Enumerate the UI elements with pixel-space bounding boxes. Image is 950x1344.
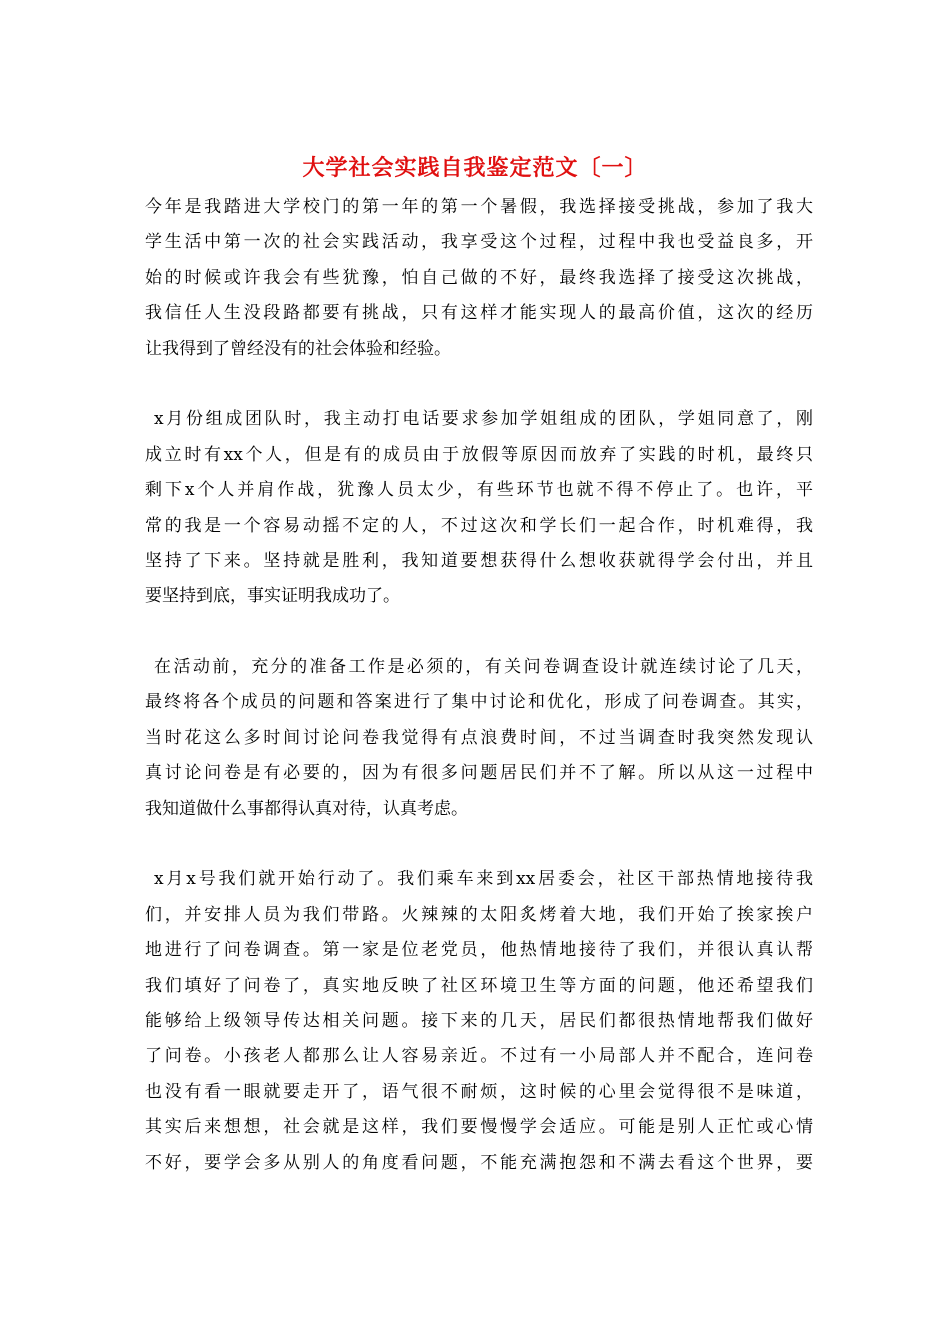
text-line: 让我得到了曾经没有的社会体验和经验。 [145,338,451,359]
text-line: 能够给上级领导传达相关问题。接下来的几天，居民们都很热情地帮我们做好 [145,1010,813,1031]
text-line: 始的时候或许我会有些犹豫，怕自己做的不好，最终我选择了接受这次挑战， [145,267,813,288]
paragraph-gap [145,615,813,650]
text-line: 们，并安排人员为我们带路。火辣辣的太阳炙烤着大地，我们开始了挨家挨户 [145,904,813,925]
text-line: 其实后来想想，社会就是这样，我们要慢慢学会适应。可能是别人正忙或心情 [145,1117,813,1138]
paragraph-3 [145,650,813,827]
document-body [145,190,813,1181]
paragraph-1 [145,190,813,367]
text-line: 成立时有xx个人，但是有的成员由于放假等原因而放弃了实践的时机，最终只 [145,444,813,465]
text-line: 坚持了下来。坚持就是胜利，我知道要想获得什么想收获就得学会付出，并且 [145,550,813,571]
text-line: 也没有看一眼就要走开了，语气很不耐烦，这时候的心里会觉得很不是味道， [145,1081,813,1102]
text-line: 当时花这么多时间讨论问卷我觉得有点浪费时间，不过当调查时我突然发现认 [145,727,813,748]
text-line: 在活动前，充分的准备工作是必须的，有关问卷调查设计就连续讨论了几天， [154,657,813,678]
text-line: 常的我是一个容易动摇不定的人，不过这次和学长们一起合作，时机难得，我 [145,515,813,536]
document-title: 大学社会实践自我鉴定范文〔一〕 [302,155,648,181]
text-line: 地进行了问卷调查。第一家是位老党员，他热情地接待了我们，并很认真认帮 [145,940,813,961]
text-line: 要坚持到底，事实证明我成功了。 [145,586,400,607]
text-line: 我们填好了问卷了，真实地反映了社区环境卫生等方面的问题，他还希望我们 [145,975,813,996]
text-line: 我信任人生没段路都要有挑战，只有这样才能实现人的最高价值，这次的经历 [145,303,813,324]
text-line: 了问卷。小孩老人都那么让人容易亲近。不过有一小局部人并不配合，连问卷 [145,1046,813,1067]
paragraph-gap [145,367,813,402]
paragraph-2 [145,402,813,614]
text-line: 真讨论问卷是有必要的，因为有很多问题居民们并不了解。所以从这一过程中 [145,763,813,784]
text-line: 学生活中第一次的社会实践活动，我享受这个过程，过程中我也受益良多，开 [145,232,813,253]
text-line: 今年是我踏进大学校门的第一年的第一个暑假，我选择接受挑战，参加了我大 [145,197,813,217]
text-line: 我知道做什么事都得认真对待，认真考虑。 [145,798,468,819]
text-line: x月x号我们就开始行动了。我们乘车来到xx居委会，社区干部热情地接待我 [154,869,813,890]
paragraph-4 [145,862,813,1181]
paragraph-gap [145,827,813,862]
text-line: 不好，要学会多从别人的角度看问题，不能充满抱怨和不满去看这个世界，要 [145,1152,813,1173]
text-line: x月份组成团队时，我主动打电话要求参加学姐组成的团队，学姐同意了，刚 [154,409,813,430]
text-line: 最终将各个成员的问题和答案进行了集中讨论和优化，形成了问卷调查。其实， [145,692,813,713]
text-line: 剩下x个人并肩作战，犹豫人员太少，有些环节也就不得不停止了。也许，平 [145,480,813,501]
